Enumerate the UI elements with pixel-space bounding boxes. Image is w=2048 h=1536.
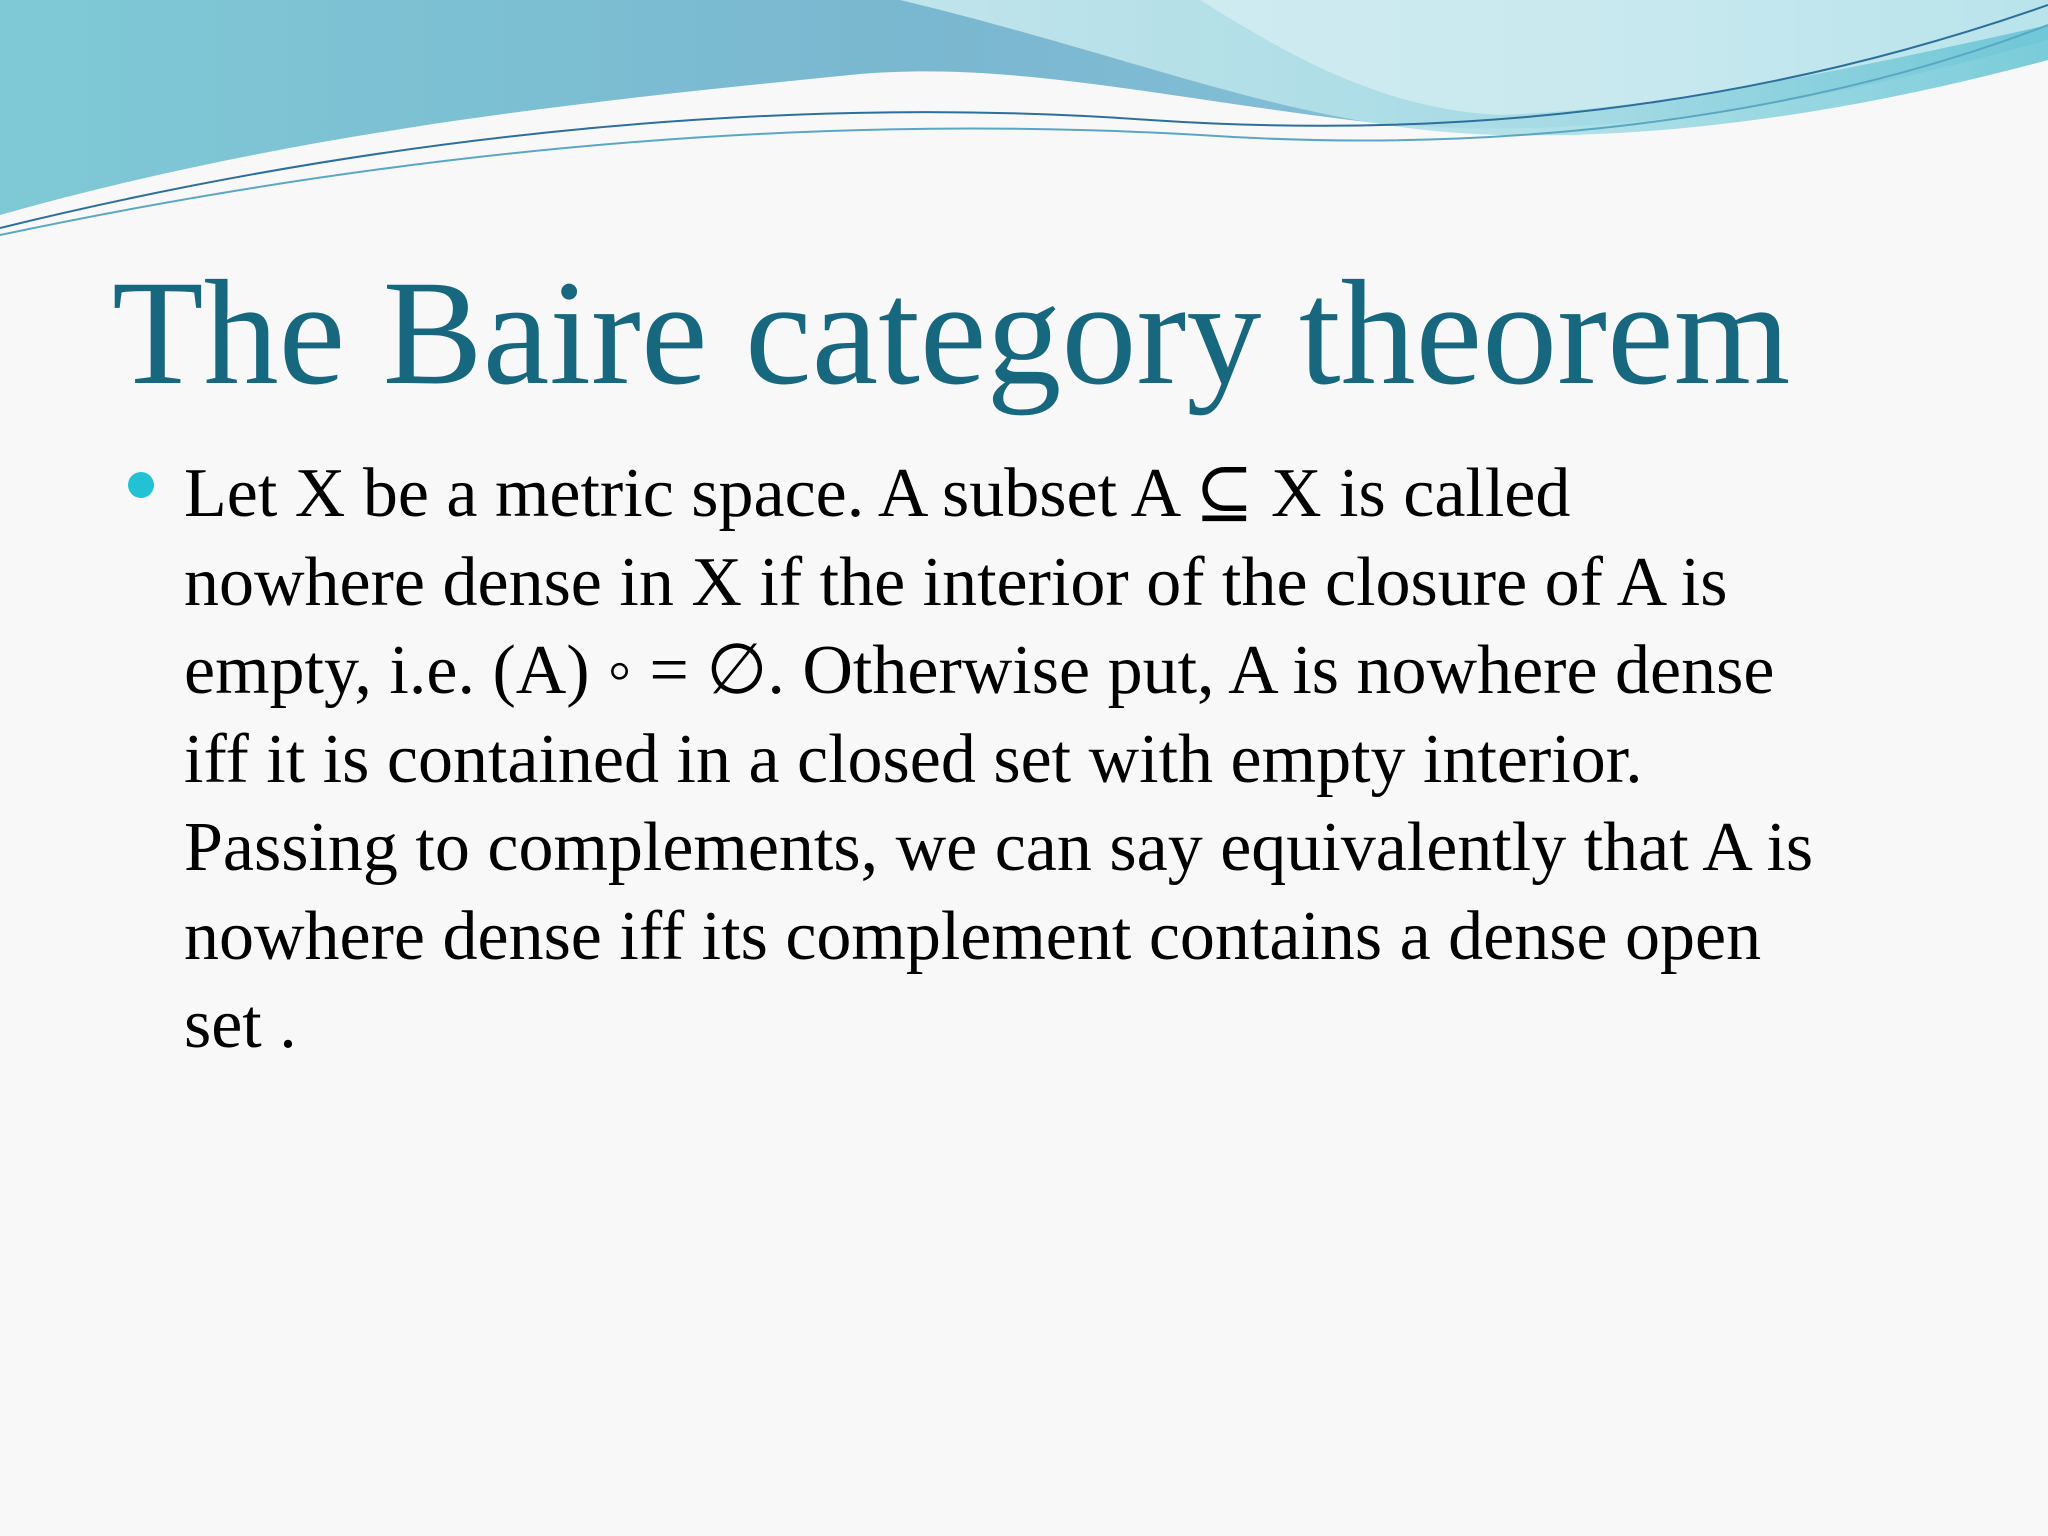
bullet-list [120, 450, 1950, 1070]
wave-decoration-icon [0, 0, 2048, 260]
slide-title: The Baire category theorem [112, 250, 1791, 416]
bullet-item [120, 450, 1950, 1070]
bullet-dot-icon [128, 472, 154, 498]
bullet-text-line: empty, i.e. (A) ◦ = ∅. Otherwise put, A is nowhere dense [184, 632, 1775, 709]
bullet-text-line: set . [184, 986, 297, 1063]
bullet-text-line: iff it is contained in a closed set with empty interior. [184, 720, 1643, 798]
bullet-text-line: Let X be a metric space. A subset A ⊆ X is called [184, 455, 1571, 532]
bullet-text-line: nowhere dense in X if the interior of the closure of A is [184, 543, 1728, 621]
bullet-text-line: Passing to complements, we can say equivalently that A is [184, 809, 1814, 886]
bullet-text-line: nowhere dense iff its complement contains a dense open [184, 897, 1762, 975]
